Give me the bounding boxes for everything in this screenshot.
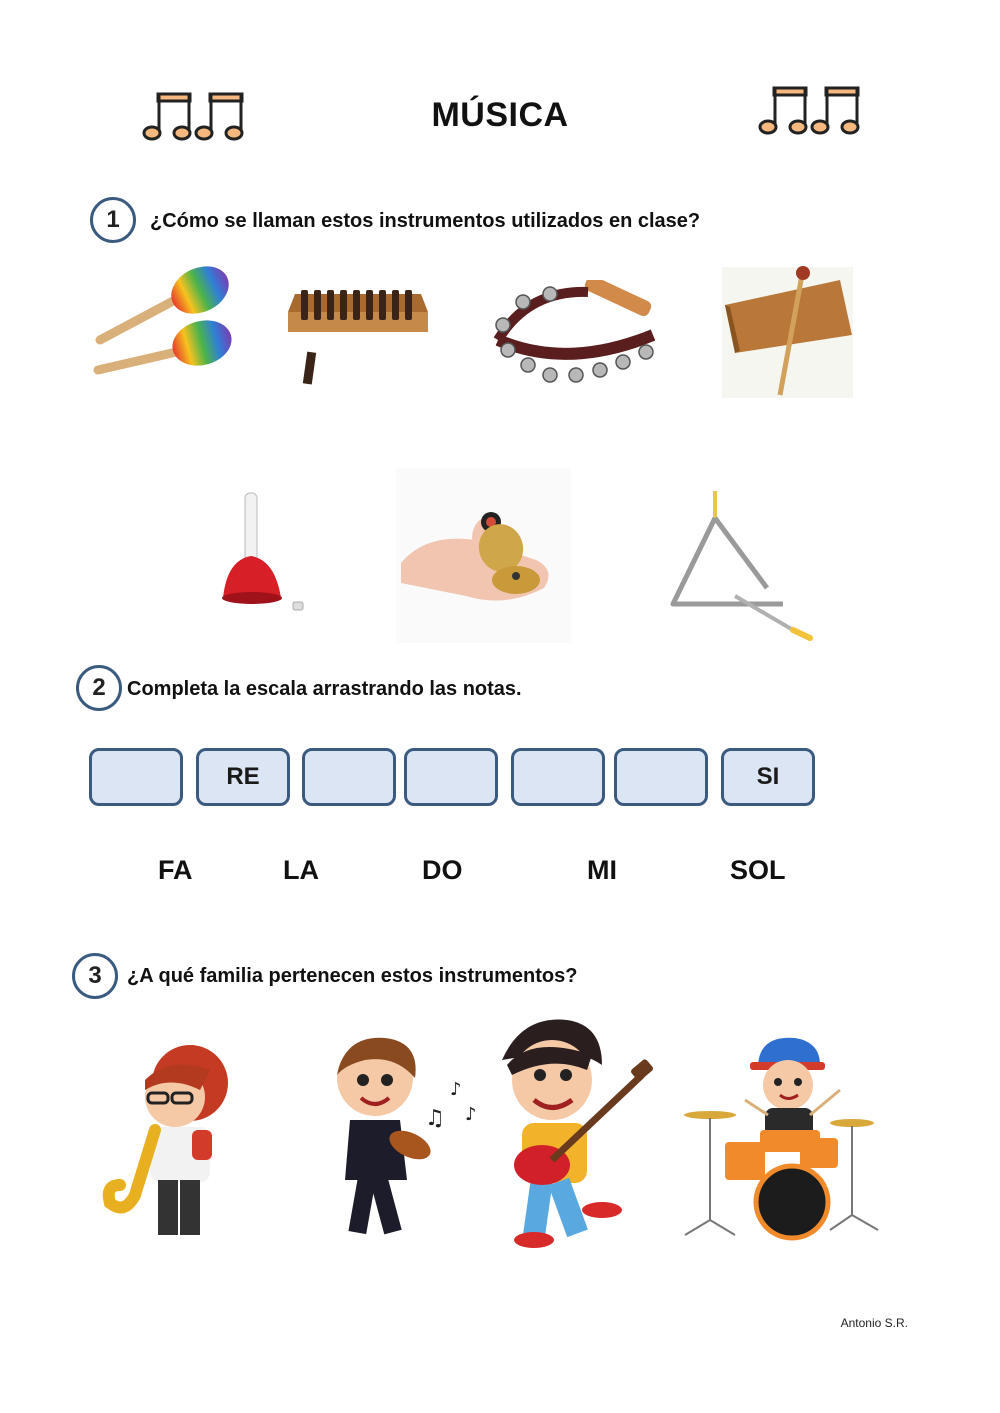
draggable-note[interactable]: SOL xyxy=(730,855,786,885)
jingle-bells-image xyxy=(488,280,663,385)
scale-slot-1[interactable] xyxy=(89,748,183,806)
beamed-notes-icon xyxy=(758,82,868,142)
violin-player-image xyxy=(325,1030,485,1245)
scale-slot-6[interactable] xyxy=(614,748,708,806)
xylophone-image xyxy=(283,282,433,387)
maracas-image xyxy=(90,265,235,380)
question-number-1: 1 xyxy=(90,197,136,243)
question-1-prompt: ¿Cómo se llaman estos instrumentos utilizados en clase? xyxy=(150,210,701,232)
question-number-3: 3 xyxy=(72,953,118,999)
question-number-2: 2 xyxy=(76,665,122,711)
draggable-note[interactable]: LA xyxy=(283,855,319,885)
svg-text:♪: ♪ xyxy=(465,1104,477,1125)
author-credit: Antonio S.R. xyxy=(840,1316,908,1330)
scale-slot-5[interactable] xyxy=(511,748,605,806)
draggable-note[interactable]: FA xyxy=(158,855,193,885)
question-2-prompt: Completa la escala arrastrando las notas. xyxy=(127,678,522,700)
finger-cymbals-image xyxy=(396,468,571,643)
svg-text:♫: ♫ xyxy=(425,1106,445,1131)
draggable-note[interactable]: DO xyxy=(422,855,463,885)
scale-slot-4[interactable] xyxy=(404,748,498,806)
question-3-prompt: ¿A qué familia pertenecen estos instrumentos? xyxy=(127,965,578,987)
svg-text:♪: ♪ xyxy=(450,1079,462,1100)
drummer-image xyxy=(680,1030,890,1245)
scale-slot-2[interactable]: RE xyxy=(196,748,290,806)
triangle-image xyxy=(665,488,815,643)
page-title: MÚSICA xyxy=(431,96,569,134)
guitar-player-image xyxy=(492,1015,657,1250)
wood-block-image xyxy=(720,265,855,400)
hand-bell-image xyxy=(215,490,310,615)
scale-slot-7[interactable]: SI xyxy=(721,748,815,806)
draggable-note[interactable]: MI xyxy=(587,855,617,885)
scale-slot-3[interactable] xyxy=(302,748,396,806)
saxophone-player-image xyxy=(100,1035,240,1245)
